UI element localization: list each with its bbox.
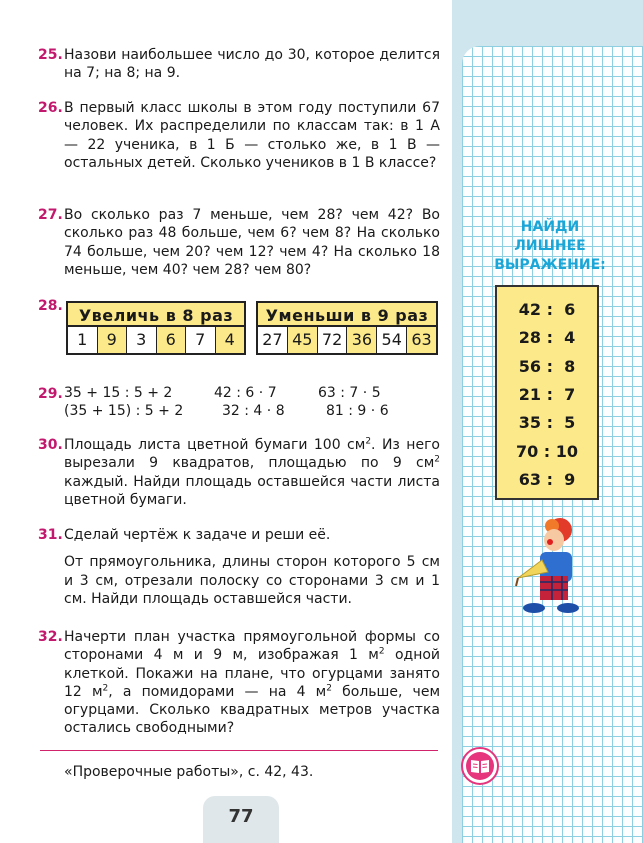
text-part: одной клеткой. Покажи на плане, что огурцами занято 12 м — [64, 647, 441, 700]
increase-table-row — [66, 327, 246, 355]
odd-one-out-expression: 63 : 9 — [518, 470, 576, 489]
page-number: 77 — [228, 806, 254, 827]
task-30 — [38, 436, 440, 509]
odd-one-out-expression: 70 : 10 — [515, 442, 579, 461]
superscript: 2 — [102, 683, 109, 694]
task-text: Во сколько раз 7 меньше, чем 28? чем 42? Во сколько раз 48 больше, чем 6? чем 8? На сколько 74 больше, чем 20? чем 12? чем 4? На сколько 18 меньше, чем 40? чем 28? чем 80? — [64, 207, 440, 278]
odd-one-out-expression: 21 : 7 — [518, 385, 576, 404]
expression: 35 + 15 : 5 + 2 — [64, 385, 173, 401]
table-cell: 27 — [258, 327, 288, 353]
text-part: больше, чем огурцами. Сколько квадратных метров участка остались свободными? — [64, 683, 441, 737]
odd-one-out-expression: 35 : 5 — [518, 413, 576, 432]
task-number: 28. — [38, 298, 63, 314]
task-number: 29. — [38, 386, 63, 402]
text-part: , а помидорами — на 4 м — [108, 683, 327, 700]
task-text — [64, 628, 440, 738]
divider — [40, 750, 438, 751]
task-32 — [38, 628, 440, 738]
expressions-box — [495, 285, 599, 500]
table-cell: 63 — [407, 327, 436, 353]
decrease-table-row — [256, 327, 438, 355]
sidebar-title-line: НАЙДИ — [520, 219, 580, 235]
sidebar-title-line: ВЫРАЖЕНИЕ: — [494, 257, 606, 273]
task-text: Назови наибольшее число до 30, которое делится на 7; на 8; на 9. — [64, 47, 440, 82]
task-27 — [38, 206, 440, 279]
table-cell: 6 — [157, 327, 187, 353]
expression: 42 : 6 · 7 — [214, 385, 277, 401]
odd-one-out-expression: 28 : 4 — [518, 328, 576, 347]
table-cell: 36 — [347, 327, 377, 353]
book-icon — [461, 747, 499, 785]
table-cell: 45 — [288, 327, 318, 353]
task-31 — [38, 526, 440, 608]
table-cell: 54 — [377, 327, 407, 353]
task-text: От прямоугольника, длины сторон которого 5 см и 3 см, отрезали полоску со сторонами 3 см и 1 см. Найди площадь оставшейся части. — [64, 554, 440, 607]
text-part: каждый. Найди площадь оставшейся части листа цветной бумаги. — [64, 473, 440, 508]
task-number: 27. — [38, 207, 63, 223]
decrease-table-title: Уменьши в 9 раз — [256, 301, 438, 327]
task-text: В первый класс школы в этом году поступили 67 человек. Их распределили по классам так: в 1 А — 22 ученика, в 1 Б — столько же, в 1 В — остальных детей. Сколько учеников в 1 В классе? — [64, 100, 440, 171]
task-text: Сделай чертёж к задаче и реши её. — [64, 527, 331, 543]
expression: 32 : 4 · 8 — [222, 403, 285, 419]
table-cell: 3 — [127, 327, 157, 353]
sidebar-title — [480, 218, 620, 275]
sidebar-title-line: ЛИШНЕЕ — [514, 238, 586, 254]
task-number: 32. — [38, 629, 63, 645]
task-number: 25. — [38, 47, 63, 63]
footnote-reference: «Проверочные работы», с. 42, 43. — [64, 764, 314, 780]
odd-one-out-expression: 42 : 6 — [518, 300, 576, 319]
text-part: . Из него вырезали 9 квадратов, площадью по 9 см — [64, 437, 440, 472]
task-number: 30. — [38, 437, 63, 453]
table-cell: 1 — [68, 327, 98, 353]
task-number: 31. — [38, 527, 63, 543]
expression: (35 + 15) : 5 + 2 — [64, 403, 184, 419]
table-cell: 4 — [216, 327, 245, 353]
text-part: Начерти план участка прямоугольной формы со сторонами 4 м и 9 м, изображая 1 м — [64, 629, 440, 664]
table-cell: 72 — [318, 327, 348, 353]
superscript: 2 — [378, 646, 385, 657]
task-25 — [38, 46, 440, 83]
expression: 63 : 7 · 5 — [318, 385, 381, 401]
clown-illustration — [512, 516, 586, 616]
text-part: Площадь листа цветной бумаги 100 см — [64, 437, 366, 453]
increase-table-title: Увеличь в 8 раз — [66, 301, 246, 327]
superscript: 2 — [326, 683, 332, 694]
expression: 81 : 9 · 6 — [326, 403, 389, 419]
table-cell: 9 — [98, 327, 128, 353]
task-text — [64, 436, 440, 509]
superscript: 2 — [365, 436, 372, 447]
odd-one-out-expression: 56 : 8 — [518, 357, 576, 376]
superscript: 2 — [434, 454, 440, 465]
task-number: 26. — [38, 100, 63, 116]
table-cell: 7 — [186, 327, 216, 353]
task-26 — [38, 99, 440, 172]
